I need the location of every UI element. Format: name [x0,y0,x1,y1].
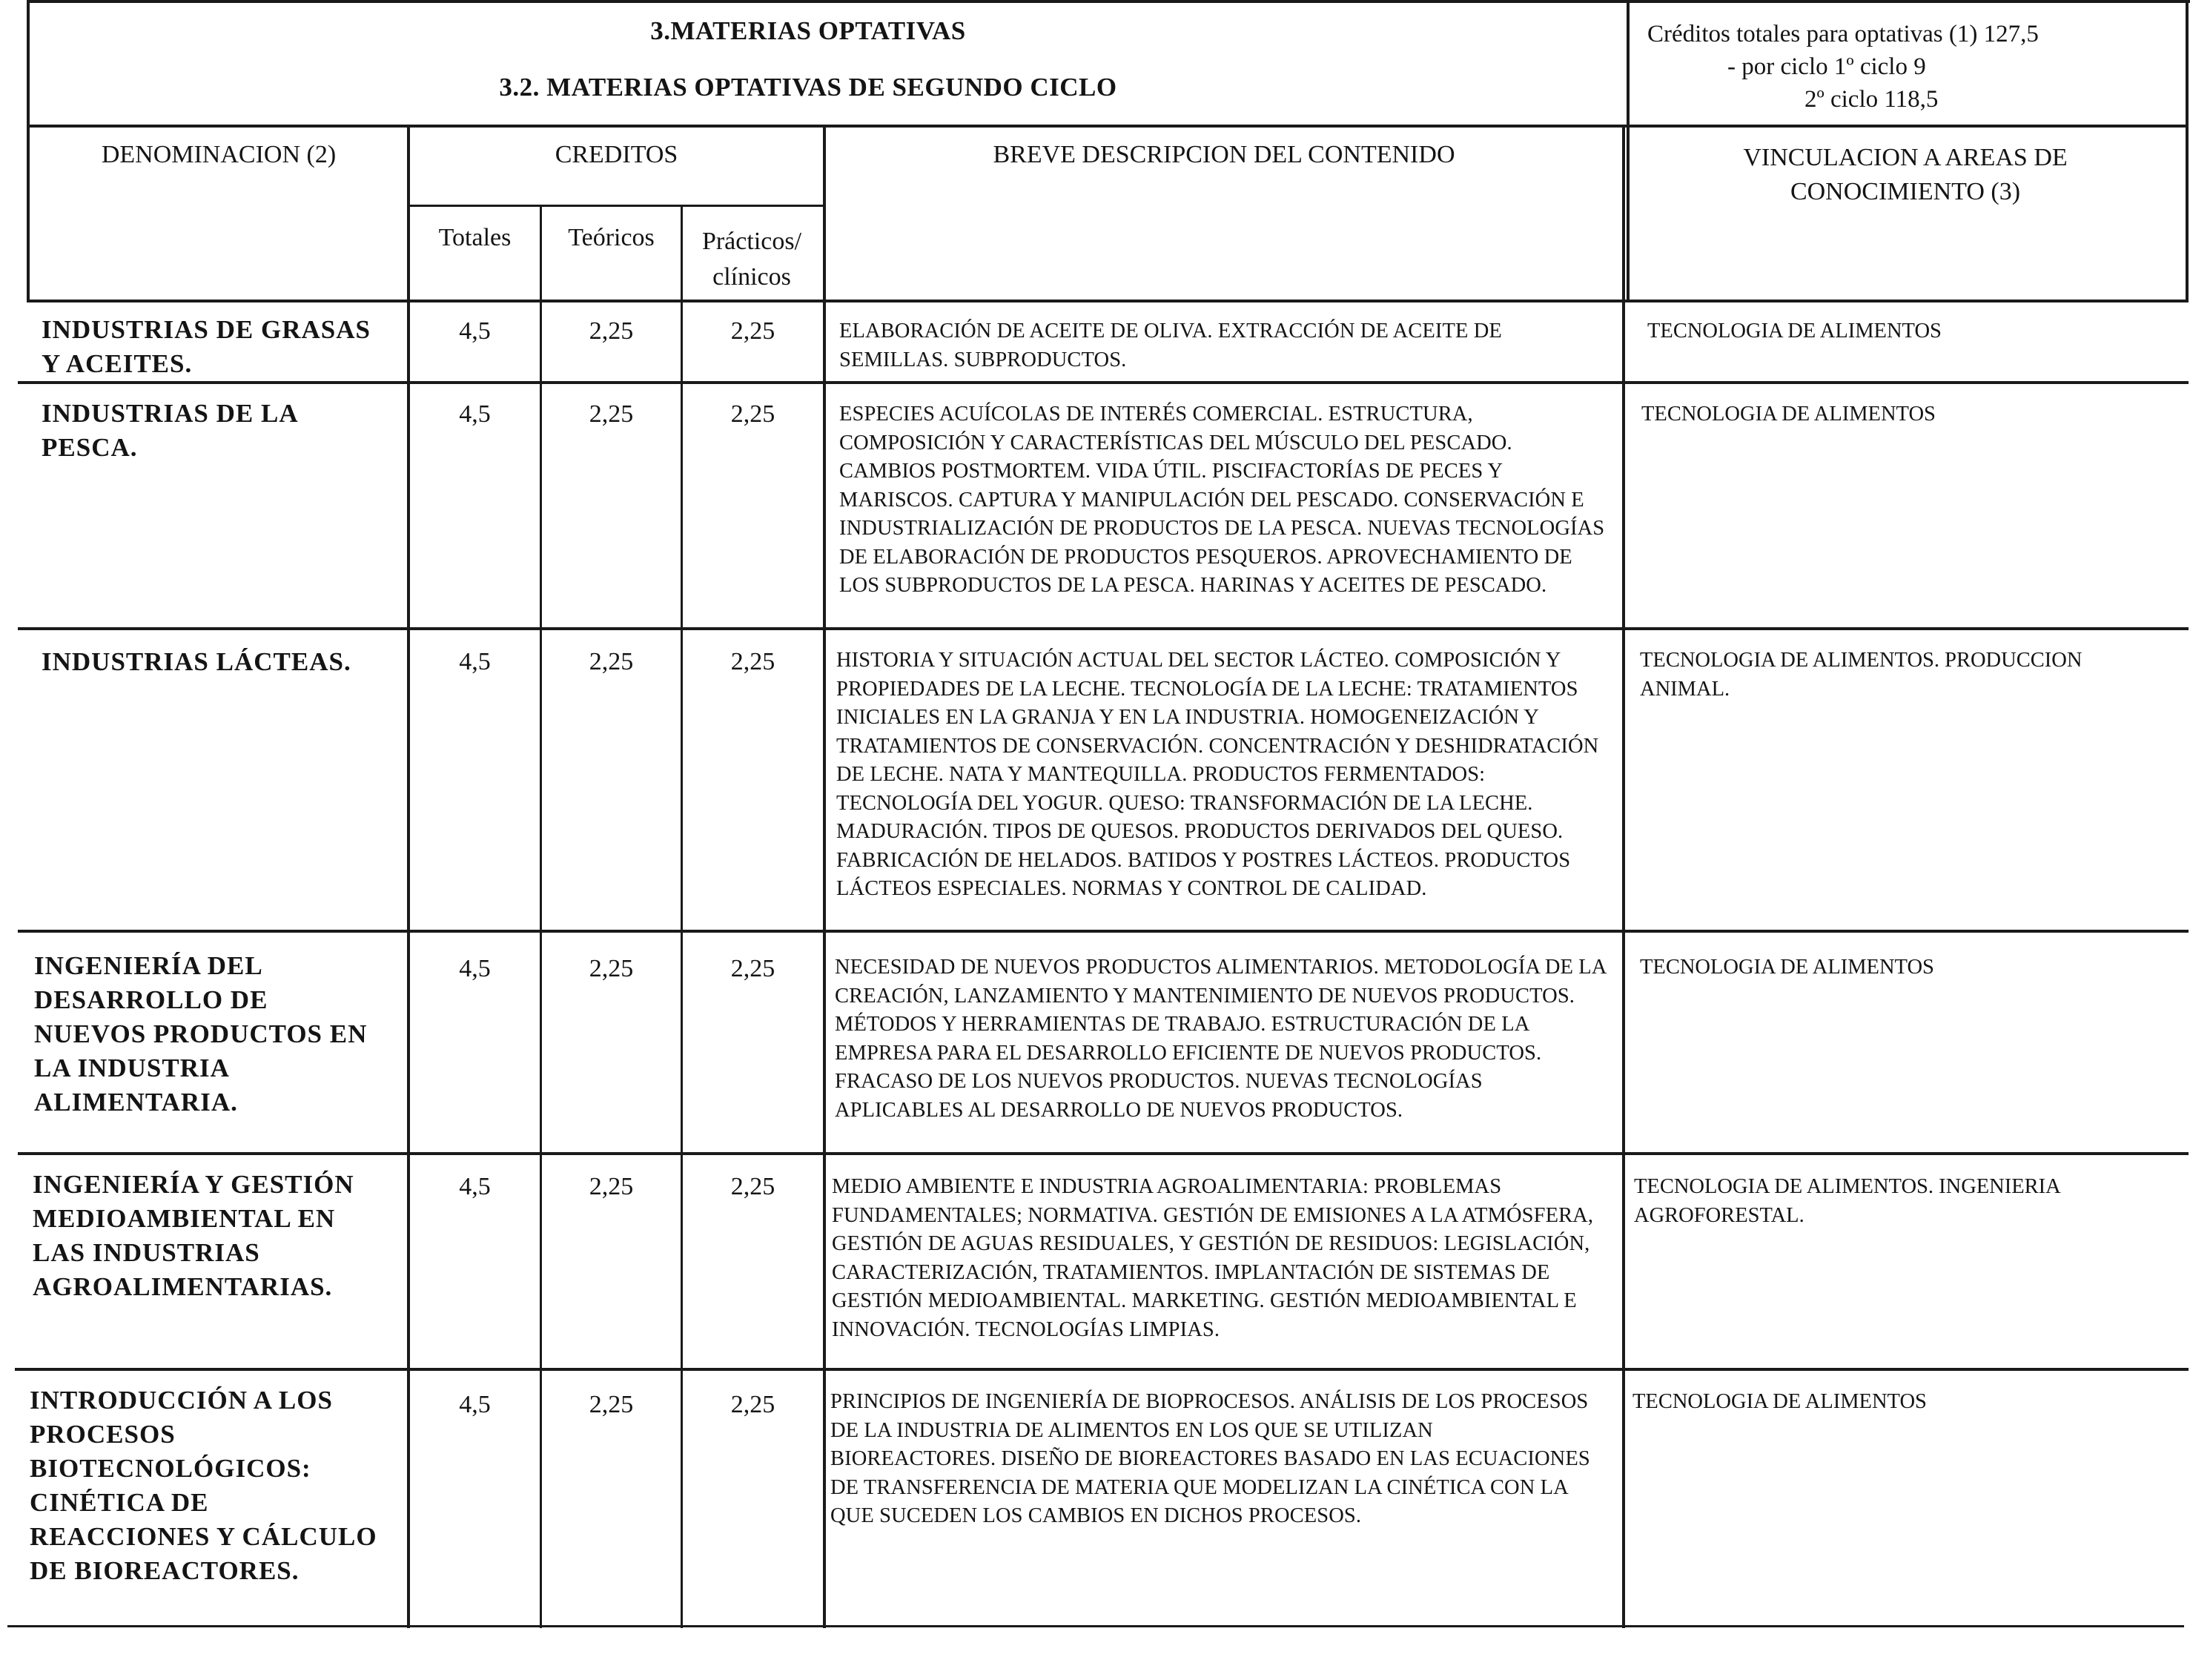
credits-totales: 4,5 [459,317,491,345]
col-line-5 [1622,126,1625,1628]
table-bottom-line [7,1625,2184,1627]
knowledge-area: TECNOLOGIA DE ALIMENTOS. INGENIERIA AGROFORESTAL. [1634,1175,2060,1227]
subject-name: INDUSTRIAS DE GRASAS Y ACEITES. [42,315,371,378]
subject-name: INGENIERÍA Y GESTIÓN MEDIOAMBIENTAL EN LAS INDUSTRIAS AGROALIMENTARIAS. [33,1170,354,1301]
knowledge-area: TECNOLOGIA DE ALIMENTOS [1632,1390,1927,1413]
credits-teoricos: 2,25 [589,317,634,345]
credits-teoricos: 2,25 [589,1391,634,1418]
credits-teoricos: 2,25 [589,648,634,675]
col-line-4 [823,126,826,1628]
credits-practicos: 2,25 [730,1173,775,1200]
col-header-denominacion: DENOMINACION (2) [101,141,337,168]
col-header-creditos: CREDITOS [555,141,678,168]
table-border-right [2186,0,2189,302]
credits-teoricos: 2,25 [589,400,634,428]
credits-practicos: 2,25 [730,648,775,675]
col-header-vinculacion: VINCULACION A AREAS DE CONOCIMIENTO (3) [1743,144,2068,205]
subject-name: INTRODUCCIÓN A LOS PROCESOS BIOTECNOLÓGICOS: CINÉTICA DE REACCIONES Y CÁLCULO DE BIOREACTORES. [30,1386,377,1585]
content-description: ELABORACIÓN DE ACEITE DE OLIVA. EXTRACCIÓN DE ACEITE DE SEMILLAS. SUBPRODUCTOS. [839,320,1502,371]
knowledge-area: TECNOLOGIA DE ALIMENTOS [1640,956,1934,979]
knowledge-area: TECNOLOGIA DE ALIMENTOS [1641,403,1936,426]
row-line-3 [18,930,2189,933]
credits-practicos: 2,25 [730,317,775,345]
credits-totales: 4,5 [459,1391,491,1418]
col-header-practicos: Prácticos/ clínicos [701,228,802,291]
credits-teoricos: 2,25 [589,955,634,982]
section-title: 3.MATERIAS OPTATIVAS [650,16,966,45]
credits-totales: 4,5 [459,1173,491,1200]
content-description: PRINCIPIOS DE INGENIERÍA DE BIOPROCESOS. ANÁLISIS DE LOS PROCESOS DE LA INDUSTRIA DE ALIMENTOS EN LOS QUE SE UTILIZAN BIOREACTORES. DISEÑO DE BIOREACTORES BASADO EN LAS ECUACIONES DE TRANSFERENCIA DE MATERIA QUE MODELIZAN LA CINÉTICA CON LA QUE SUCEDEN LOS CAMBIOS EN DICHOS PROCESOS. [830,1390,1590,1527]
credits-cycle-1: - por ciclo 1º ciclo 9 [1727,53,1926,80]
col-header-descripcion: BREVE DESCRIPCION DEL CONTENIDO [993,141,1455,168]
credits-totales: 4,5 [459,955,491,982]
col-header-teoricos: Teóricos [568,224,655,251]
knowledge-area: TECNOLOGIA DE ALIMENTOS. PRODUCCION ANIMAL. [1640,649,2083,701]
header-bottom-line [28,125,2189,128]
row-line-2 [18,627,2189,630]
row-line-4 [18,1152,2189,1155]
credits-practicos: 2,25 [730,400,775,428]
credits-practicos: 2,25 [730,1391,775,1418]
table-border-top [28,0,2190,3]
subject-name: INDUSTRIAS DE LA PESCA. [42,399,297,462]
credits-practicos: 2,25 [730,955,775,982]
content-description: ESPECIES ACUÍCOLAS DE INTERÉS COMERCIAL. ESTRUCTURA, COMPOSICIÓN Y CARACTERÍSTICAS DEL MÚSCULO DEL PESCADO. CAMBIOS POSTMORTEM. VIDA ÚTIL. PISCIFACTORÍAS DE PECES Y MARISCOS. CAPTURA Y MANIPULACIÓN DEL PESCADO. CONSERVACIÓN E INDUSTRIALIZACIÓN DE PRODUCTOS DE LA PESCA. NUEVAS TECNOLOGÍAS DE ELABORACIÓN DE PRODUCTOS PESQUEROS. APROVECHAMIENTO DE LOS SUBPRODUCTOS DE LA PESCA. HARINAS Y ACEITES DE PESCADO. [839,403,1605,597]
credits-totales: 4,5 [459,648,491,675]
section-subtitle: 3.2. MATERIAS OPTATIVAS DE SEGUNDO CICLO [499,73,1117,102]
content-description: HISTORIA Y SITUACIÓN ACTUAL DEL SECTOR LÁCTEO. COMPOSICIÓN Y PROPIEDADES DE LA LECHE. TECNOLOGÍA DE LA LECHE: TRATAMIENTOS INICIALES EN LA GRANJA Y EN LA INDUSTRIA. HOMOGENEIZACIÓN Y TRATAMIENTOS DE CONSERVACIÓN. CONCENTRACIÓN Y DESHIDRATACIÓN DE LECHE. NATA Y MANTEQUILLA. PRODUCTOS FERMENTADOS: TECNOLOGÍA DEL YOGUR. QUESO: TRANSFORMACIÓN DE LA LECHE. MADURACIÓN. TIPOS DE QUESOS. PRODUCTOS DERIVADOS DEL QUESO. FABRICACIÓN DE HELADOS. BATIDOS Y POSTRES LÁCTEOS. PRODUCTOS LÁCTEOS ESPECIALES. NORMAS Y CONTROL DE CALIDAD. [836,649,1599,900]
content-description: NECESIDAD DE NUEVOS PRODUCTOS ALIMENTARIOS. METODOLOGÍA DE LA CREACIÓN, LANZAMIENTO Y MANTENIMIENTO DE NUEVOS PRODUCTOS. MÉTODOS Y HERRAMIENTAS DE TRABAJO. ESTRUCTURACIÓN DE LA EMPRESA PARA EL DESARROLLO EFICIENTE DE NUEVOS PRODUCTOS. FRACASO DE LOS NUEVOS PRODUCTOS. NUEVAS TECNOLOGÍAS APLICABLES AL DESARROLLO DE NUEVOS PRODUCTOS. [835,956,1606,1122]
header-divider [1627,0,1630,302]
credits-teoricos: 2,25 [589,1173,634,1200]
row-line-5 [15,1368,2189,1371]
knowledge-area: TECNOLOGIA DE ALIMENTOS [1647,320,1942,343]
subject-name: INDUSTRIAS LÁCTEAS. [42,647,351,676]
row-line-1 [18,381,2189,384]
col-header-totales: Totales [438,224,512,251]
creditos-sub-line [408,205,824,207]
credits-cycle-2: 2º ciclo 118,5 [1804,86,1939,113]
credits-totales: 4,5 [459,400,491,428]
subject-name: INGENIERÍA DEL DESARROLLO DE NUEVOS PRODUCTOS EN LA INDUSTRIA ALIMENTARIA. [34,951,368,1117]
row-line-0 [28,300,2189,302]
content-description: MEDIO AMBIENTE E INDUSTRIA AGROALIMENTARIA: PROBLEMAS FUNDAMENTALES; NORMATIVA. GESTIÓN DE EMISIONES A LA ATMÓSFERA, GESTIÓN DE AGUAS RESIDUALES, Y GESTIÓN DE RESIDUOS: LEGISLACIÓN, CARACTERIZACIÓN, TRATAMIENTOS. IMPLANTACIÓN DE SISTEMAS DE GESTIÓN MEDIOAMBIENTAL. MARKETING. GESTIÓN MEDIOAMBIENTAL E INNOVACIÓN. TECNOLOGÍAS LIMPIAS. [832,1175,1594,1341]
credits-total: Créditos totales para optativas (1) 127,5 [1647,21,2039,47]
